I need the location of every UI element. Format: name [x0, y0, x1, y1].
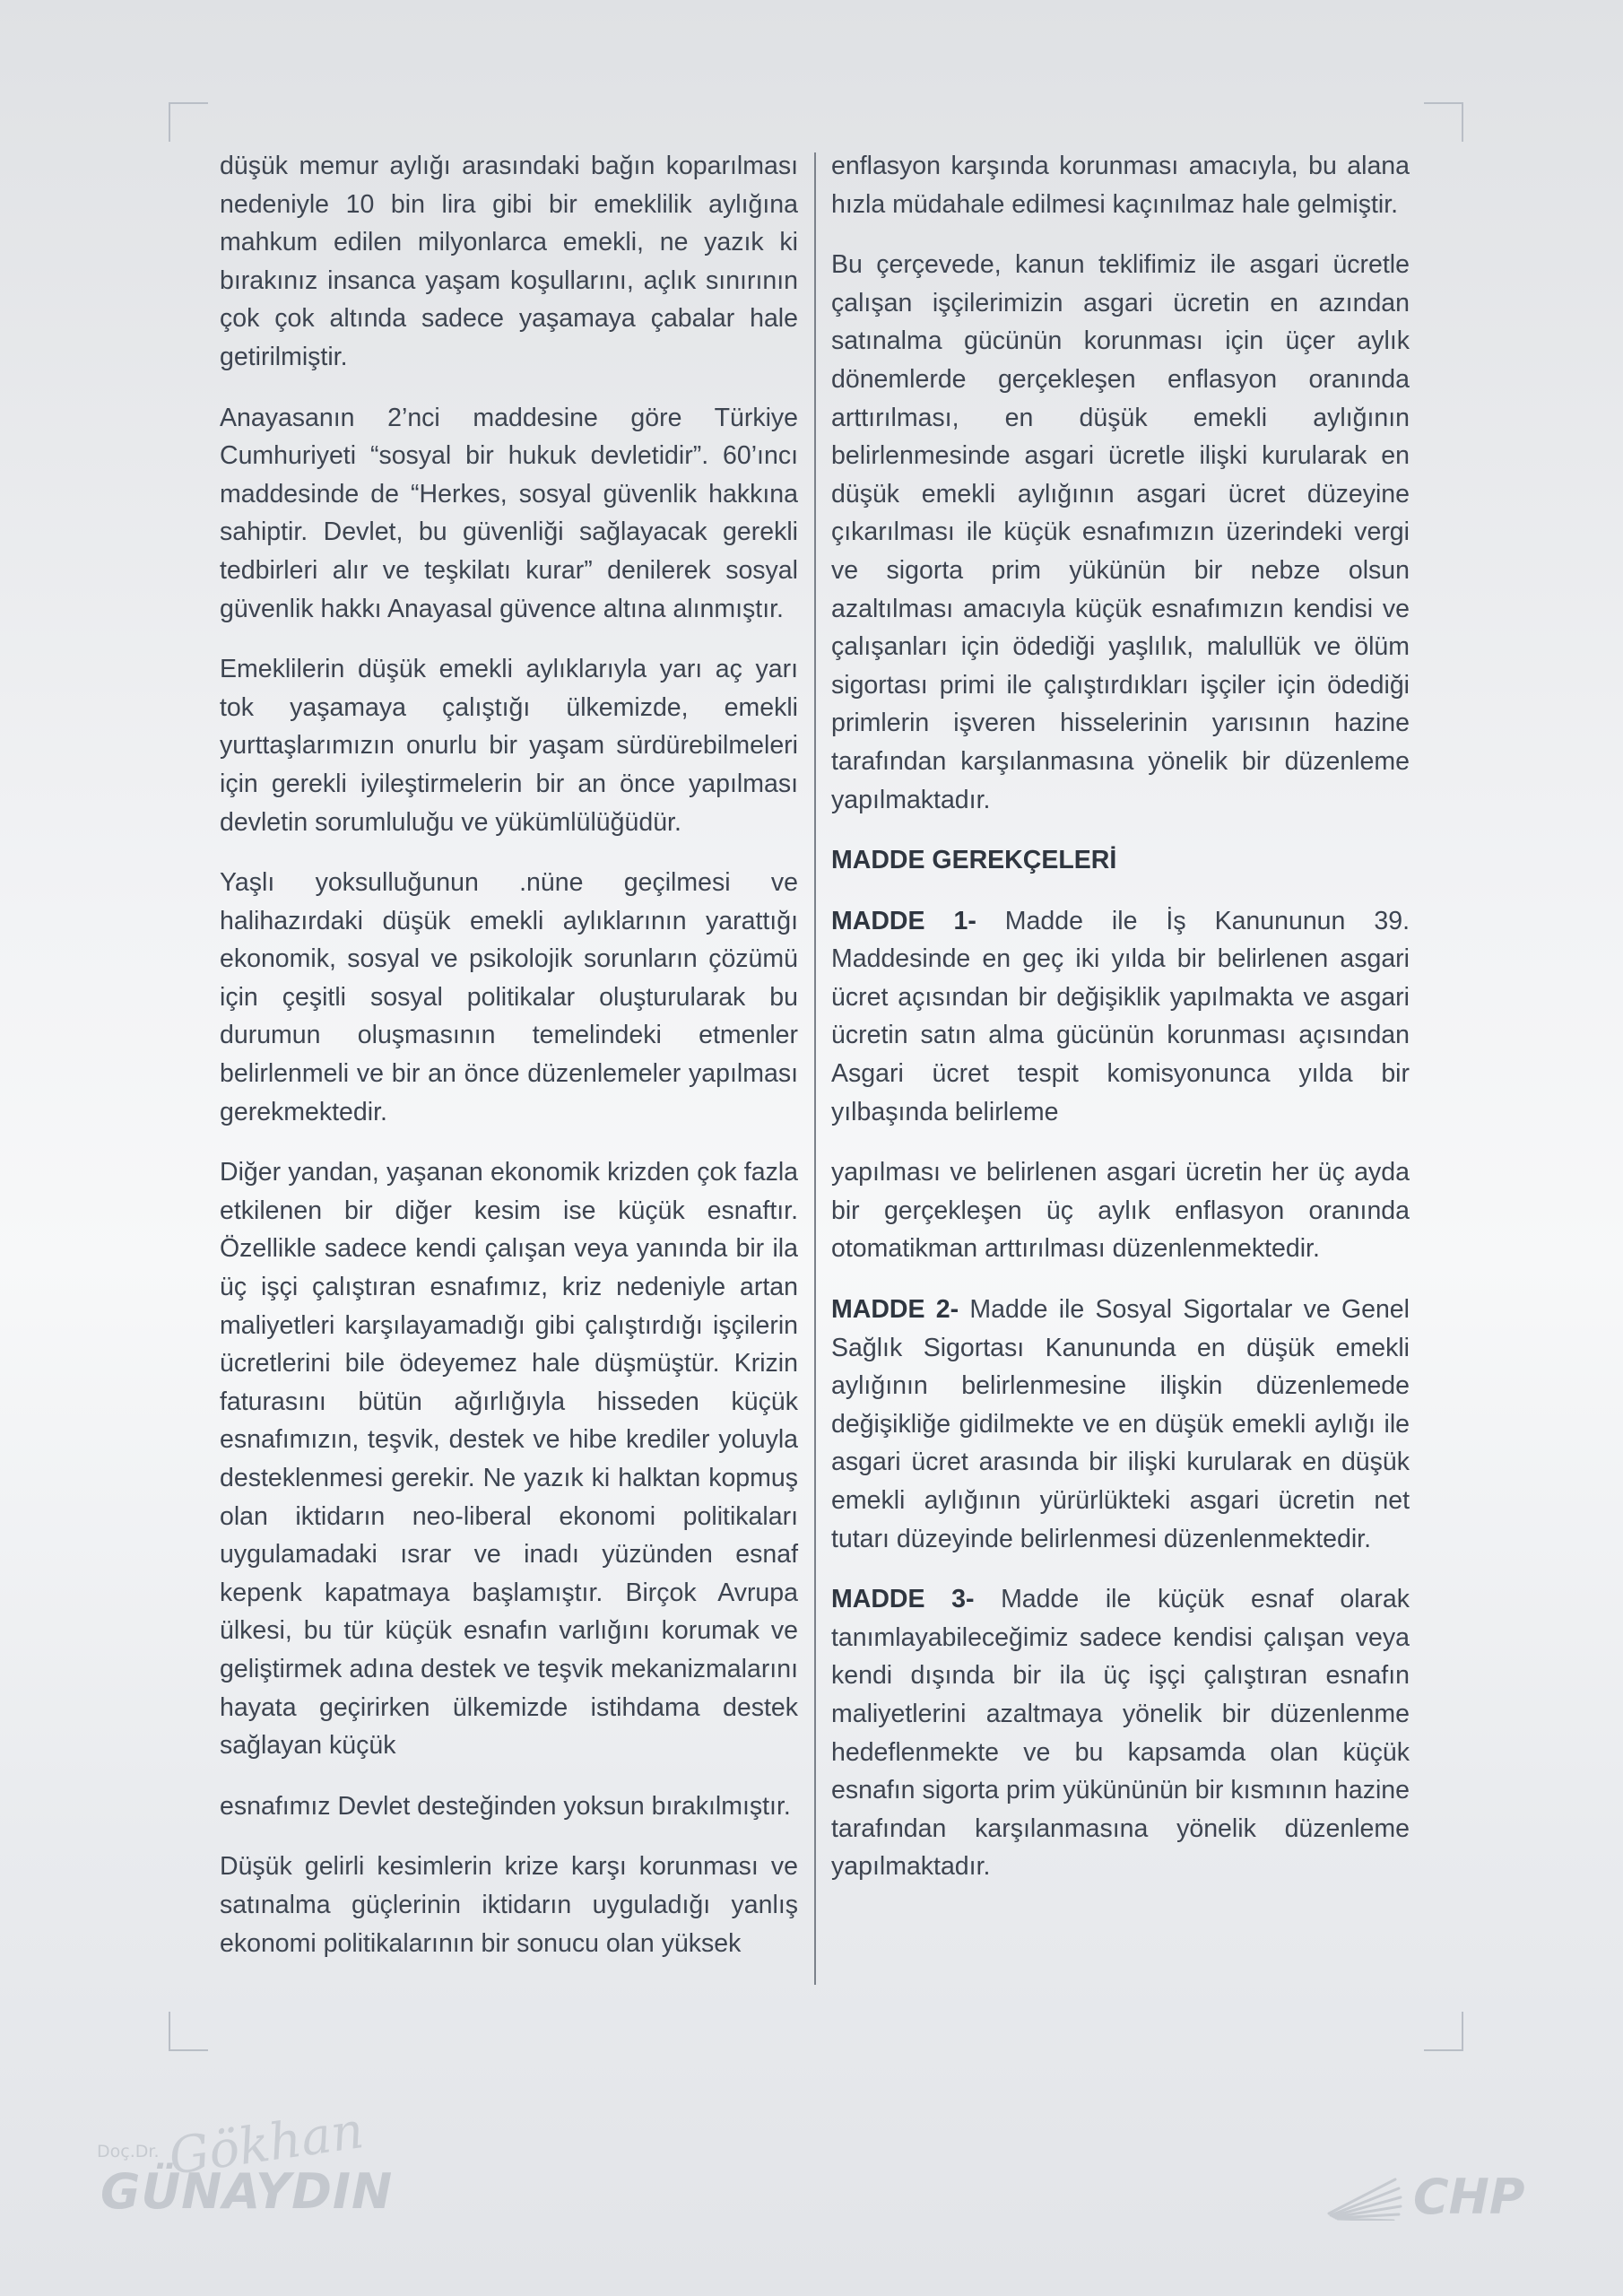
- column-divider: [814, 152, 816, 1985]
- article-text: Madde ile küçük esnaf olarak tanımlayabileceğimiz sadece kendisi çalışan veya kendi dışında bir ila üç işçi çalıştıran esnafın maliyetlerini azaltmaya yönelik bir düzenlenme hedeflenmekte ve bu kapsamda olan küçük esnafın sigorta prim yükününün bir kısmının hazine tarafından karşılanmasına yönelik düzenleme yapılmaktadır.: [831, 1585, 1410, 1882]
- paragraph: Yaşlı yoksulluğunun .nüne geçilmesi ve halihazırdaki düşük emekli aylıklarının yarattığı ekonomik, sosyal ve psikolojik sorunların çözümü için çeşitli sosyal politikalar oluşturularak bu durumun oluşmasının temelindeki etmenler belirlenmeli ve bir an önce düzenlemeler yapılması gerekmektedir.: [220, 868, 798, 1126]
- paragraph: Düşük gelirli kesimlerin krize karşı korunması ve satınalma güçlerinin iktidarın uyguladığı yanlış ekonomi politikalarının bir sonucu olan yüksek: [220, 1852, 798, 1958]
- paragraph: Bu çerçevede, kanun teklifimiz ile asgari ücretle çalışan işçilerimizin asgari ücretin en azından satınalma gücünün korunması için üçer aylık dönemlerde gerçekleşen enflasyon oranında arttırılması, en düşük emekli aylığının belirlenmesinde asgari ücretle ilişki kurularak en düşük emekli aylığının asgari ücret düzeyine çıkarılması ile küçük esnafımızın üzerindeki vergi ve sigorta prim yükünün bir nebze olsun azaltılması amacıyla küçük esnafımızın kendisi ve çalışanları için ödediği yaşlılık, malullük ve ölüm sigortası primi ile çalıştırdıkları işçiler için ödediği primlerin işveren hisselerinin yarısının hazine tarafından karşılanmasına yönelik bir düzenleme yapılmaktadır.: [831, 250, 1410, 814]
- section-heading: MADDE GEREKÇELERİ: [831, 846, 1117, 875]
- article-label: MADDE 3-: [831, 1585, 975, 1614]
- paragraph: esnafımız Devlet desteğinden yoksun bırakılmıştır.: [220, 1791, 791, 1821]
- signature-logo: [97, 2101, 394, 2221]
- crop-mark-bottom-right: [1424, 2012, 1463, 2051]
- signature-script: Gökhan: [165, 2101, 368, 2187]
- paragraph: yapılması ve belirlenen asgari ücretin her üç ayda bir gerçekleşen üç aylık enflasyon oranında otomatikman arttırılması düzenlenmektedir.: [831, 1158, 1410, 1264]
- article-text: Madde ile İş Kanununun 39. Maddesinde en geç iki yılda bir belirlenen asgari ücret açısından bir değişiklik yapılmakta ve asgari ücretin satın alma gücünün korunması açısından Asgari ücret tespit komisyonunca yılda bir yılbaşında belirleme: [831, 906, 1410, 1126]
- paragraph: düşük memur aylığı arasındaki bağın koparılması nedeniyle 10 bin lira gibi bir emeklilik aylığına mahkum edilen milyonlarca emekli, ne yazık ki bırakınız insanca yaşam koşullarını, açlık sınırının çok çok altında sadece yaşamaya çabalar hale getirilmiştir.: [220, 152, 798, 371]
- article-label: MADDE 2-: [831, 1295, 959, 1325]
- article-label: MADDE 1-: [831, 906, 976, 935]
- article-1-paragraph: [831, 902, 1410, 1132]
- paragraph: enflasyon karşında korunması amacıyla, bu alana hızla müdahale edilmesi kaçınılmaz hale gelmiştir.: [831, 152, 1410, 219]
- article-2-paragraph: [831, 1291, 1410, 1558]
- article-text: Madde ile Sosyal Sigortalar ve Genel Sağlık Sigortası Kanununda en düşük emekli aylığının belirlenmesine ilişkin düzenlemede değişikliğe gidilmekte ve en düşük emekli aylığı ile asgari ücret arasında bir ilişki kurularak en düşük emekli aylığının yürürlükteki asgari ücretin net tutarı düzeyinde belirlenmesi düzenlenmektedir.: [831, 1295, 1410, 1553]
- signature-name: GÜNAYDIN: [100, 2163, 394, 2220]
- crop-mark-top-right: [1424, 102, 1463, 142]
- right-text-column: [831, 147, 1410, 1909]
- left-text-column: [220, 147, 798, 1985]
- article-3-paragraph: [831, 1580, 1410, 1886]
- signature-prefix: Doç.Dr.: [97, 2142, 160, 2161]
- paragraph: Emeklilerin düşük emekli aylıklarıyla yarı aç yarı tok yaşamaya çalıştığı ülkemizde, emekli yurttaşlarımızın onurlu bir yaşam sürdürebilmeleri için gerekli iyileştirmelerin bir an önce yapılması devletin sorumluluğu ve yükümlülüğüdür.: [220, 655, 798, 837]
- crop-mark-top-left: [169, 102, 208, 142]
- paragraph: Anayasanın 2’nci maddesine göre Türkiye Cumhuriyeti “sosyal bir hukuk devletidir”. 60’ıncı maddesinde de “Herkes, sosyal güvenlik hakkına sahiptir. Devlet, bu güvenliği sağlayacak gerekli tedbirleri alır ve teşkilatı kurar” denilerek sosyal güvenlik hakkı Anayasal güvence altına alınmıştır.: [220, 403, 798, 623]
- chp-logo: [1325, 2169, 1541, 2231]
- crop-mark-bottom-left: [169, 2012, 208, 2051]
- chp-logo-text: CHP: [1413, 2169, 1525, 2225]
- paragraph: Diğer yandan, yaşanan ekonomik krizden çok fazla etkilenen bir diğer kesim ise küçük esnaftır. Özellikle sadece kendi çalışan veya yanında bir ila üç işçi çalıştıran esnafımız, kriz nedeniyle artan maliyetleri karşılayamadığı gibi çalıştırdığı işçilerin ücretlerini bile ödeyemez hale düşmüştür. Krizin faturasını bütün ağırlığıyla hisseden küçük esnafımızın, teşvik, destek ve hibe krediler yoluyla desteklenmesi gerekir. Ne yazık ki halktan kopmuş olan iktidarın neo-liberal ekonomi politikaları uygulamadaki ısrar ve inadı yüzünden esnaf kepenk kapatmaya başlamıştır. Birçok Avrupa ülkesi, bu tür küçük esnafın varlığını korumak ve geliştirmek adına destek ve teşvik mekanizmalarını hayata geçirirken ülkemizde istihdama destek sağlayan küçük: [220, 1158, 798, 1761]
- chp-arrows-icon: [1325, 2174, 1406, 2221]
